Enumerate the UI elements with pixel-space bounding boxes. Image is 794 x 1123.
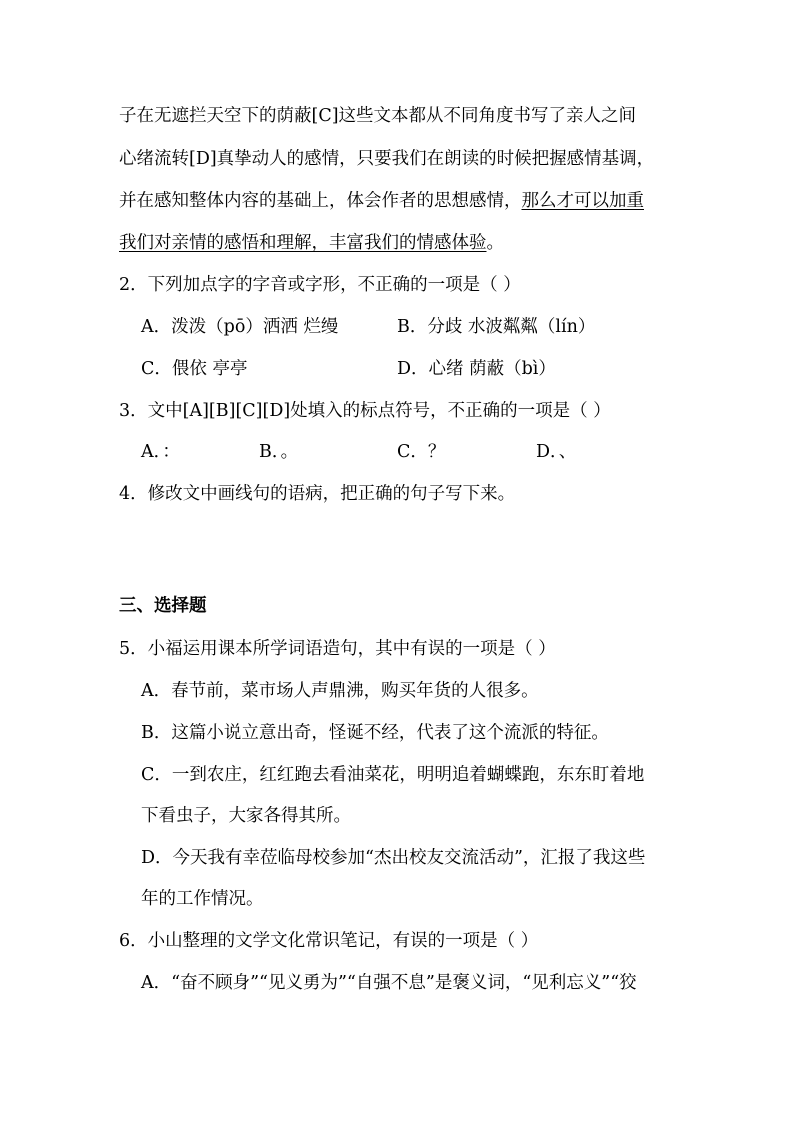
passage-line-2: 心绪流转[D]真挚动人的感情，只要我们在朗读的时候把握感情基调， xyxy=(119,149,655,169)
question-5-option-d-line-1: D．今天我有幸莅临母校参加“杰出校友交流活动”，汇报了我这些 xyxy=(141,848,646,868)
question-5-option-d-line-2: 年的工作情况。 xyxy=(141,889,264,909)
question-3-stem: 3．文中[A][B][C][D]处填入的标点符号，不正确的一项是（ ） xyxy=(119,401,611,421)
question-3-option-c: C．？ xyxy=(397,442,446,462)
question-5-option-c-line-2: 下看虫子，大家各得其所。 xyxy=(141,806,351,826)
question-2-option-c: C．偎依 亭亭 xyxy=(141,359,248,379)
section-heading: 三、选择题 xyxy=(119,596,207,616)
question-5-option-c-line-1: C．一到农庄，红红跑去看油菜花，明明追着蝴蝶跑，东东盯着地 xyxy=(141,765,645,785)
passage-line-3-text: 并在感知整体内容的基础上，体会作者的思想感情， xyxy=(119,191,522,211)
passage-line-1: 子在无遮拦天空下的荫蔽[C]这些文本都从不同角度书写了亲人之间 xyxy=(119,106,637,126)
question-6-option-a-line-1: A．“奋不顾身”“见义勇为”“自强不息”是褒义词，“见利忘义”“狡 xyxy=(141,973,637,993)
question-5-option-a: A．春节前，菜市场人声鼎沸，购买年货的人很多。 xyxy=(141,681,539,701)
question-3-option-b: B．。 xyxy=(259,442,299,462)
question-3-option-a: A．： xyxy=(141,442,180,462)
question-5-option-b: B．这篇小说立意出奇，怪诞不经，代表了这个流派的特征。 xyxy=(141,723,609,743)
question-2-option-a: A．泼泼（pō）洒洒 烂缦 xyxy=(141,317,339,337)
question-5-stem: 5．小福运用课本所学词语造句，其中有误的一项是（ ） xyxy=(119,639,556,659)
question-2-stem: 2．下列加点字的字音或字形，不正确的一项是（ ） xyxy=(119,275,521,295)
underlined-sentence-part-2: 我们对亲情的感悟和理解，丰富我们的情感体验 xyxy=(119,233,487,253)
question-2-option-b: B．分歧 水波粼粼（lín） xyxy=(397,317,596,337)
underlined-sentence-part-1: 那么才可以加重 xyxy=(521,191,644,211)
question-6-stem: 6．小山整理的文学文化常识笔记，有误的一项是（ ） xyxy=(119,931,539,951)
passage-line-3 xyxy=(119,190,644,212)
passage-line-4-end: 。 xyxy=(486,233,504,253)
passage-line-4 xyxy=(119,232,504,254)
question-4-stem: 4．修改文中画线句的语病，把正确的句子写下来。 xyxy=(119,484,516,504)
question-2-option-d: D．心绪 荫蔽（bì） xyxy=(397,359,556,379)
question-3-option-d: D．、 xyxy=(536,442,577,462)
